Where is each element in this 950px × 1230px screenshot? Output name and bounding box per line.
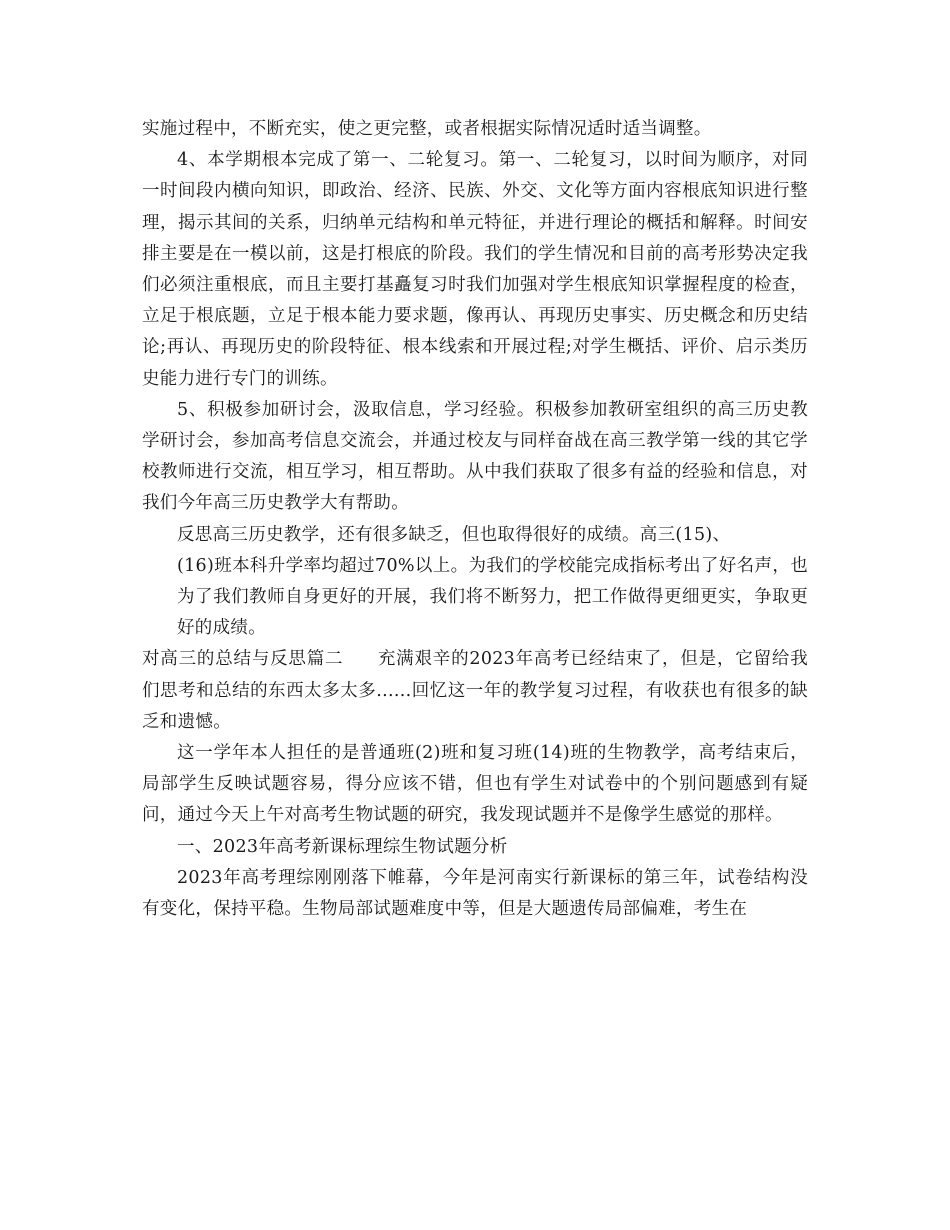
paragraph-results-text: (16)班本科升学率均超过70%以上。为我们的学校能完成指标考出了好名声，也为了我们教师自身更好的开展，我们将不断努力，把工作做得更细更实，争取更好的成绩。 — [177, 555, 808, 639]
section-title: 对高三的总结与反思篇二 — [142, 649, 344, 670]
paragraph-section-two — [142, 644, 808, 738]
paragraph-results — [142, 551, 808, 645]
paragraph-item-4: 4、本学期根本完成了第一、二轮复习。第一、二轮复习，以时间为顺序，对同一时间段内横向知识，即政治、经济、民族、外交、文化等方面内容根底知识进行整理，揭示其间的关系，归纳单元结构和单元特征，并进行理论的概括和解释。时间安排主要是在一模以前，这是打根底的阶段。我们的学生情况和目前的高考形势决定我们必须注重根底，而且主要打基矗复习时我们加强对学生根底知识掌握程度的检查，立足于根底题，立足于根本能力要求题，像再认、再现历史事实、历史概念和历史结论;再认、再现历史的阶段特征、根本线索和开展过程;对学生概括、评价、启示类历史能力进行专门的训练。 — [142, 150, 808, 389]
paragraph-item-5: 5、积极参加研讨会，汲取信息，学习经验。积极参加教研室组织的高三历史教学研讨会，参加高考信息交流会，并通过校友与同样奋战在高三教学第一线的其它学校教师进行交流，相互学习，相互帮助。从中我们获取了很多有益的经验和信息，对我们今年高三历史教学大有帮助。 — [142, 399, 808, 514]
heading-analysis: 一、2023年高考新课标理综生物试题分析 — [177, 836, 508, 857]
document-body — [142, 114, 808, 925]
section-intro: 充满艰辛的2023年高考已经结束了，但是，它留给我们思考和总结的东西太多太多......回忆这一年的教学复习过程，有收获也有很多的缺乏和遗憾。 — [142, 649, 808, 732]
paragraph-teaching: 这一学年本人担任的是普通班(2)班和复习班(14)班的生物教学，高考结束后，局部学生反映试题容易，得分应该不错，但也有学生对试卷中的个别问题感到有疑问，通过今天上午对高考生物试题的研究，我发现试题并不是像学生感觉的那样。 — [142, 743, 808, 826]
paragraph-reflection: 反思高三历史教学，还有很多缺乏，但也取得很好的成绩。高三(15)、 — [177, 524, 731, 545]
paragraph-analysis: 2023年高考理综刚刚落下帷幕，今年是河南实行新课标的第三年，试卷结构没有变化，保持平稳。生物局部试题难度中等，但是大题遗传局部偏难，考生在 — [142, 867, 808, 920]
paragraph-continuation: 实施过程中，不断充实，使之更完整，或者根据实际情况适时适当调整。 — [142, 119, 712, 139]
